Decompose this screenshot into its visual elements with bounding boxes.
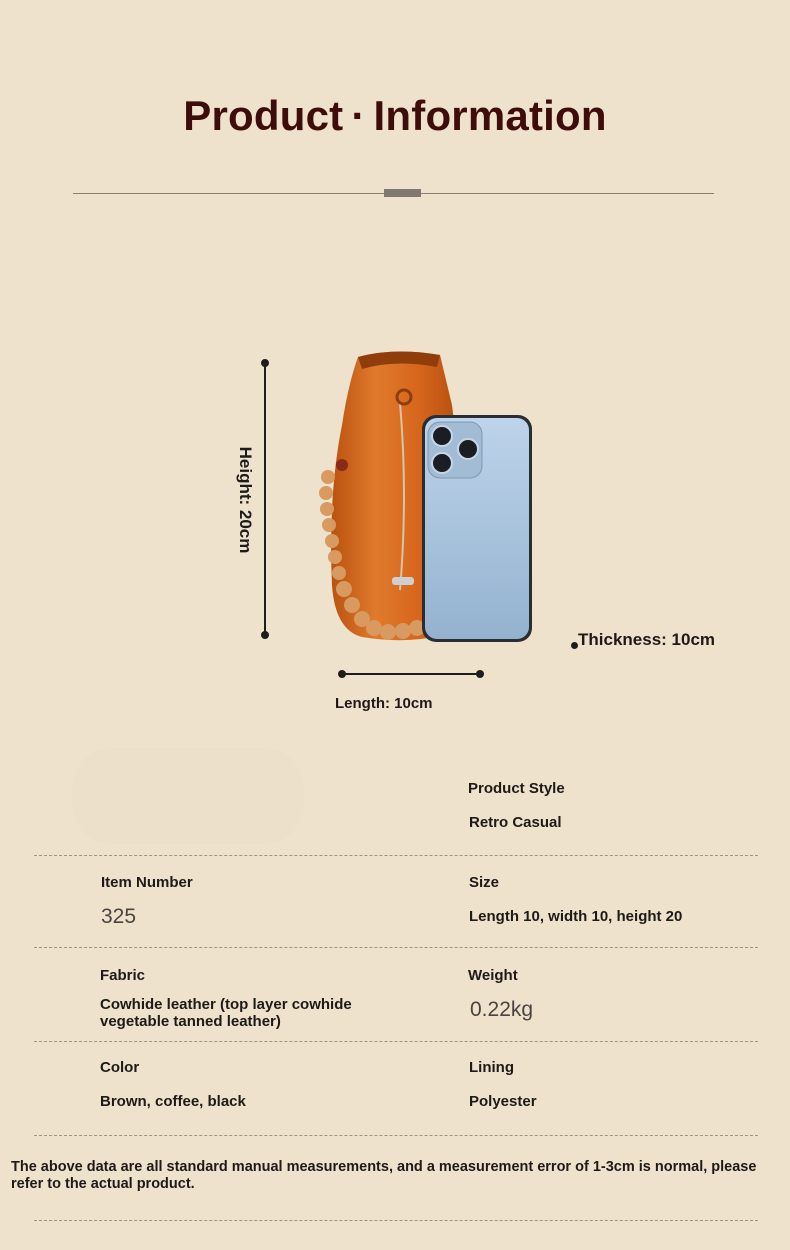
row-divider-3	[34, 1041, 758, 1042]
row-divider-4	[34, 1135, 758, 1136]
title-dot: ·	[351, 92, 366, 139]
length-line	[342, 673, 480, 675]
title-word-information: Information	[373, 92, 607, 139]
color-value: Brown, coffee, black	[100, 1093, 246, 1110]
fabric-value-line-1: Cowhide leather (top layer cowhide	[100, 996, 352, 1013]
smartphone	[422, 415, 532, 642]
length-label: Length: 10cm	[335, 695, 433, 712]
header-divider-accent	[384, 189, 421, 197]
lining-value: Polyester	[469, 1093, 537, 1110]
weight-value: 0.22kg	[470, 998, 534, 1021]
weight-label: Weight	[468, 967, 518, 984]
row-divider-1	[34, 855, 758, 856]
measurement-footnote: The above data are all standard manual measurements, and a measurement error of 1-3cm is normal, please refer to the actual product.	[11, 1159, 757, 1193]
size-label: Size	[469, 874, 500, 891]
faded-logo-shape	[72, 748, 304, 844]
height-bottom-dot	[261, 631, 269, 639]
product-style-value: Retro Casual	[469, 814, 562, 831]
page-title	[0, 92, 790, 140]
fabric-value-line-2: vegetable tanned leather)	[100, 1013, 281, 1031]
item-number-value: 325	[101, 905, 137, 928]
height-line	[264, 363, 266, 635]
size-value: Length 10, width 10, height 20	[469, 908, 683, 925]
thickness-dot	[571, 642, 578, 649]
title-word-product: Product	[183, 92, 344, 139]
color-label: Color	[100, 1059, 140, 1076]
fabric-label: Fabric	[100, 967, 146, 984]
lining-label: Lining	[469, 1059, 514, 1076]
row-divider-2	[34, 947, 758, 948]
thickness-label: Thickness: 10cm	[578, 630, 716, 649]
product-style-label: Product Style	[468, 780, 565, 797]
item-number-label: Item Number	[101, 874, 193, 891]
product-illustration	[300, 345, 550, 650]
bottom-divider	[34, 1220, 758, 1221]
fabric-value	[100, 996, 352, 1031]
length-right-dot	[476, 670, 484, 678]
height-label: Height: 20cm	[236, 446, 255, 554]
